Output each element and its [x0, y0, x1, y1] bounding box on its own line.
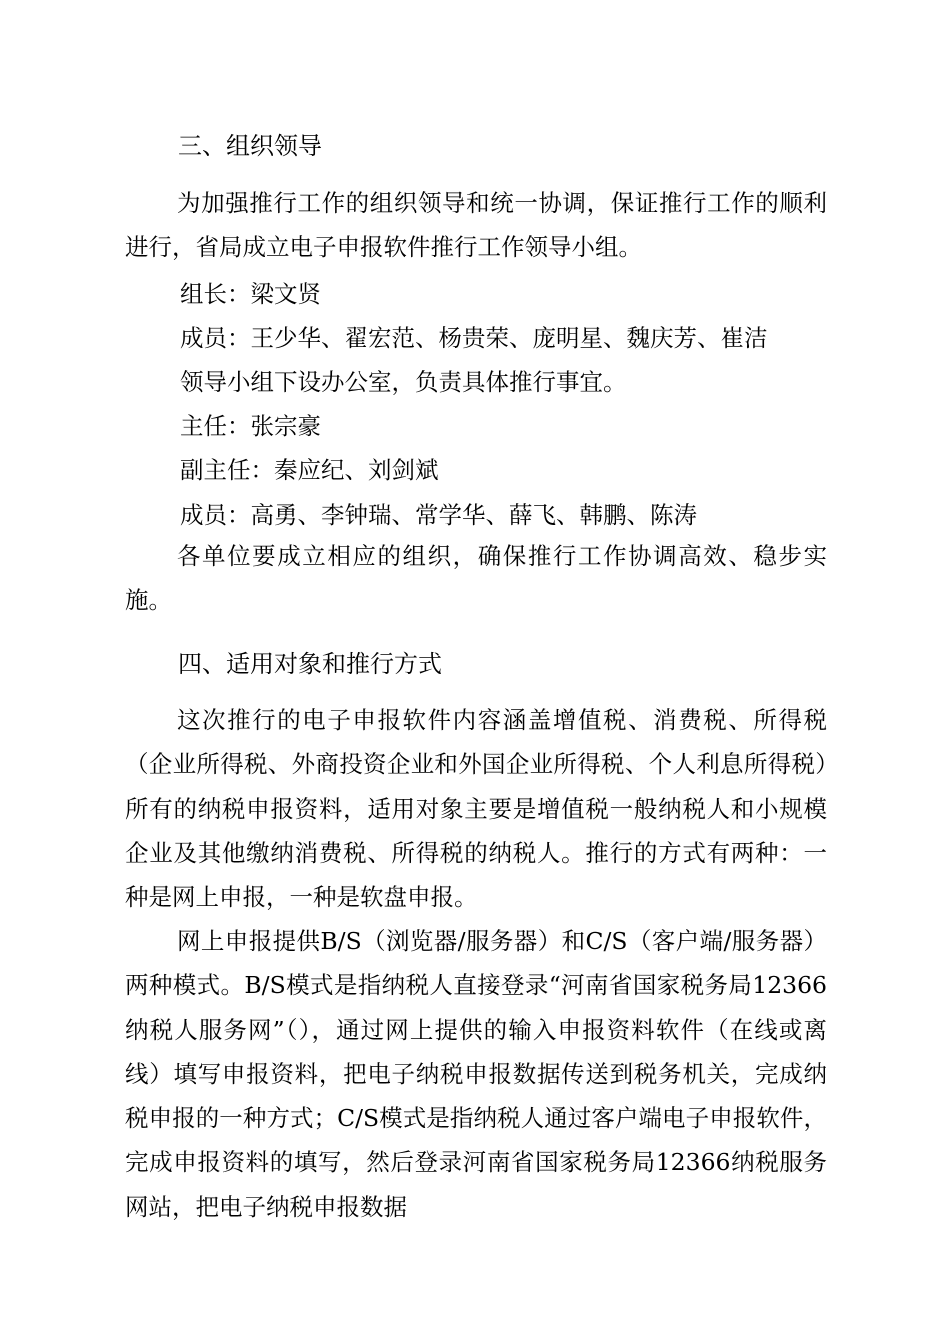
director-line: 主任：张宗豪	[180, 412, 321, 440]
members-line-1: 成员：王少华、翟宏范、杨贵荣、庞明星、魏庆芳、崔洁	[180, 324, 768, 352]
section3-heading: 三、组织领导	[178, 132, 322, 160]
members-line-2: 成员：高勇、李钟瑞、常学华、薛飞、韩鹏、陈涛	[180, 501, 697, 529]
leader-line: 组长：梁文贤	[180, 280, 321, 308]
section4-heading: 四、适用对象和推行方式	[178, 650, 442, 678]
section4-paragraph-1: 这次推行的电子申报软件内容涵盖增值税、消费税、所得税（企业所得税、外商投资企业和外国企业所得税、个人利息所得税）所有的纳税申报资料，适用对象主要是增值税一般纳税人和小规模企业及其他缴纳消费税、所得税的纳税人。推行的方式有两种：一种是网上申报，一种是软盘申报。	[125, 706, 827, 912]
section3-closing: 各单位要成立相应的组织，确保推行工作协调高效、稳步实施。	[125, 542, 827, 615]
deputy-line: 副主任：秦应纪、刘剑斌	[180, 456, 439, 484]
section3-intro: 为加强推行工作的组织领导和统一协调，保证推行工作的顺利进行，省局成立电子申报软件推行工作领导小组。	[125, 189, 827, 262]
section4-paragraph-2: 网上申报提供B/S（浏览器/服务器）和C/S（客户端/服务器）两种模式。B/S模式是指纳税人直接登录“河南省国家税务局12366纳税人服务网”（），通过网上提供的输入申报资料软件（在线或离线）填写申报资料，把电子纳税申报数据传送到税务机关，完成纳税申报的一种方式；C/S模式是指纳税人通过客户端电子申报软件，完成申报资料的填写，然后登录河南省国家税务局12366纳税服务网站，把电子纳税申报数据	[125, 927, 827, 1221]
office-line: 领导小组下设办公室，负责具体推行事宜。	[180, 368, 627, 396]
